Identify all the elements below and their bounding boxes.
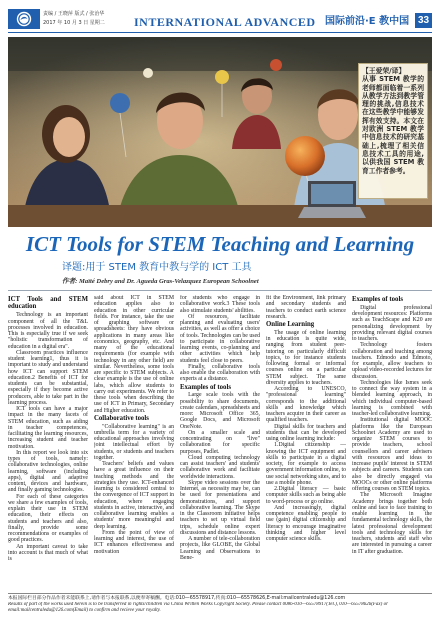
body-paragraph: On a smaller scale and concentrating on "live" collaboration for specific purposes, Padlet. <box>180 429 260 455</box>
article-column-1 <box>8 295 88 591</box>
title-divider <box>8 290 432 291</box>
article-subtitle: 译题:用于 STEM 教育中教与学的 ICT 工具 <box>62 262 252 273</box>
section-heading: Collaborative tools <box>94 414 149 422</box>
article-body <box>8 295 432 591</box>
body-paragraph: 1.Digital citizenship — knowing the ICT equipment and skills to participate in a digital society, for example to access government information online, to use social networking sites, and to use a mobile phone. <box>266 442 346 486</box>
laptop <box>298 181 366 218</box>
intro-text: 从事 STEM 教学的老师都面临着一系列从教学方法到教学管理的挑战,信息技术在这些教学中能够发挥有效支持。本文在对欧洲 STEM 教学中信息技术的研究基础上,梳理了相关信息技术工具的用途,以供我国 STEM 教育工作者参考。 <box>362 75 424 175</box>
header-divider <box>8 32 432 33</box>
intro-summary-box <box>358 63 428 199</box>
body-paragraph: 2.Digital literacy — basic computer skills such as being able to word-process or go online. <box>266 486 346 505</box>
body-paragraph: According to UNESCO, "professional learning" corresponds to the additional skills and knowledge which teachers acquire in their career as qualified teachers. <box>266 386 346 424</box>
section-title-cn: 国际前沿·E 教中国 <box>325 16 410 27</box>
body-paragraph: Skype video sessions over the Internet, as necessity may be, can be used for presentations and demonstrations, and support collaborative learning. The Skype in the Classroom initiative helps teachers to set up virtual field trips, schedule online expert discussions and distance lessons. <box>180 479 260 536</box>
body-paragraph: Digital professional development resources: Platforms such as TeachScape and K20 are personalizing development by providing relevant digital courses to teachers. <box>352 304 432 343</box>
body-paragraph: fit the Environment, link primary and secondary students and teachers to conduct earth science research. <box>266 295 346 320</box>
body-paragraph: The usage of online learning in education is quite wide, ranging from student peer-tutoring on particularly difficult topics, to for instance students following formal or informal courses online on a particular STEM subject. The same diversity applies to teachers. <box>266 329 346 386</box>
article-column-5 <box>352 295 432 591</box>
moon-model <box>143 68 153 78</box>
section-heading: Online Learning <box>266 321 315 328</box>
sun-model <box>215 70 229 84</box>
body-paragraph: For each of these categories we share a few examples of tools, explain their use in STEM education, their effects on students and teachers and also, finally, provide some recommendations or examples of good practices. <box>8 493 88 544</box>
issue-date: 2017 年 10 月 3 日 星期二 <box>43 20 105 26</box>
article-byline: 作者: Maïté Debry and Dr. Agueda Gras-Velazquez European Schoolnet <box>62 278 259 285</box>
body-paragraph: An important caveat to take into account is that much of what is <box>8 543 88 563</box>
body-paragraph: Technology is an important component of all the T&L processes involved in education. This is especially true if we seek "holistic transformation of education in a digital era". <box>8 312 88 350</box>
section-heading: ICT Tools and STEM education <box>8 296 88 311</box>
article-column-2 <box>94 295 174 591</box>
body-paragraph: Of resources, facilitate planning and evaluating users' activities, as well as offer a choice of tools. Technologies can be used to participate in collaborative learning events, co-planning and other activities which help students feel close to peers. <box>180 313 260 364</box>
body-paragraph: ICT tools can have a major impact in the many facets of STEM education, such as aiding in teacher competences, facilitating the learning resources, increasing student and teacher motivation. <box>8 406 88 450</box>
footer-copyright-en: Results of part of the works used herein is to be transferred in rights/children via China Written Works Copyright Society. Please contact 0086-010—65578917(Tel.), 010—65578626(Fax) or email:mailcentraledu@126.com(Email) to confirm and recieve your royalty. <box>8 602 389 614</box>
article-title: ICT Tools for STEM Teaching and Learning <box>25 232 415 256</box>
desk <box>8 205 432 227</box>
earth-model <box>110 93 130 113</box>
body-paragraph: The Microsoft Imagine Academy brings together both online and face to face training to enable learning in the fundamental technology skills, the latest professional development tools and technology skills for teachers, students and staff who are interested in pursuing a career in IT after graduation. <box>352 492 432 555</box>
body-paragraph: Large scale tools with the possibility to share documents, create calendars, spreadsheets and more: Microsoft Office 365, Google Docs, and Microsoft OneNote. <box>180 392 260 430</box>
body-paragraph: In this report we look into six types of tools, namely: collaborative technologies, online learning, software (including apps), digital and adaptive content, devices and hardware, and finally gaming technologies. <box>8 449 88 494</box>
body-paragraph: said about ICT in STEM education applies also to education in other curricular fields. For instance, take the use of graphing software or spreadsheets: they have obvious applications in many areas like economics, geography, etc. And many of the educational requirements (for example with technology in any other field) are similar. Nevertheless, some tools are specific to STEM subjects. A clear example is the use of online labs, which allow students to carry out experiments. We refer to these tools when describing the use of ICT in Primary, Secondary and Higher education. <box>94 295 174 414</box>
editor-credit: 责编 / 王晓萍 版式 / 张治华 <box>43 11 105 17</box>
footer-copyright-cn: 本报国际栏目部分作品作者未能联系上,请作者与本报联系,以便奉寄稿酬。电话:010—65578917,传真:010—65578626,E-mail:mailcentraledu@126.com <box>8 596 346 601</box>
header-meta <box>43 10 105 28</box>
body-paragraph: for students who engage in collaborative work.3 These tools also stimulate students' abilities. <box>180 295 260 314</box>
body-paragraph: Finally, collaborative tools also enable the collaboration with experts at a distance. <box>180 363 260 383</box>
body-paragraph: Teachers' beliefs and values have a great influence on their teaching methods and the strategies they use. ICT-enhanced learning is considered central to the convergence of ICT support in education, where engaging students in active, interactive, and collaborative learning enables a students' more meaningful and deep learning. <box>94 461 174 530</box>
body-paragraph: A number of tele-collaboration projects, like GLOBE, the Global Learning and Observations to Bene- <box>180 536 260 561</box>
newspaper-logo <box>8 9 40 29</box>
article-column-4 <box>266 295 346 591</box>
footer-divider <box>8 593 432 594</box>
body-paragraph: From the point of view of learning and interest, the use of ICT enhances effectiveness and motivation <box>94 529 174 555</box>
body-paragraph: Technologies like Ismes seek to connect the way system in a blended learning approach, in which individual computer-based learning is combined with teacher-led collaborative learning. <box>352 379 432 418</box>
newspaper-logo-icon <box>16 11 32 27</box>
body-paragraph: Cloud computing technology can assist teachers' and students' collaborative work and facilitate worldwide interactions. <box>180 454 260 480</box>
body-paragraph: Classroom practices influence student learning1, thus it is important to study and understand how ICT can support STEM education.2 Benefits of ICT for students can be substantial, especially if they become active producers, able to take part in the learning process. <box>8 349 88 406</box>
body-paragraph: "Collaborative learning" is an umbrella term for a variety of educational approaches involving joint intellectual effort by students, or students and teachers together. <box>94 423 174 461</box>
mars-model <box>270 59 282 71</box>
body-paragraph: And increasingly, digital competence enabling people to use (gain) digital citizenship and literacy to encourage imaginative thinking and higher level computer science skills. <box>266 504 346 543</box>
body-paragraph: Digital skills for teachers and students that can be developed using online learning include: <box>266 423 346 443</box>
section-title-en: INTERNATIONAL ADVANCED <box>134 15 316 29</box>
section-heading: Examples of tools <box>180 383 231 391</box>
section-heading: Examples of tools <box>352 296 403 303</box>
body-paragraph: Institutional digital MOOC platforms like the European Schoolnet Academy are used to organize STEM courses to provide teachers, school counsellors and career advisers with resources and ideas to increase pupils' interest in STEM subjects and careers. Students can also be directly engaged via MOOCs or other online platforms offering courses on STEM topics. <box>352 417 432 493</box>
body-paragraph: Technology fosters collaboration and teaching among teachers. Edmodo and Edmoto, for example, allow teachers to upload video-recorded lectures for discussion. <box>352 342 432 380</box>
translator-credit: 【王爱荣/译】 <box>362 67 406 75</box>
page-number: 33 <box>415 13 432 28</box>
article-column-3 <box>180 295 260 591</box>
jupiter-model <box>285 136 325 176</box>
